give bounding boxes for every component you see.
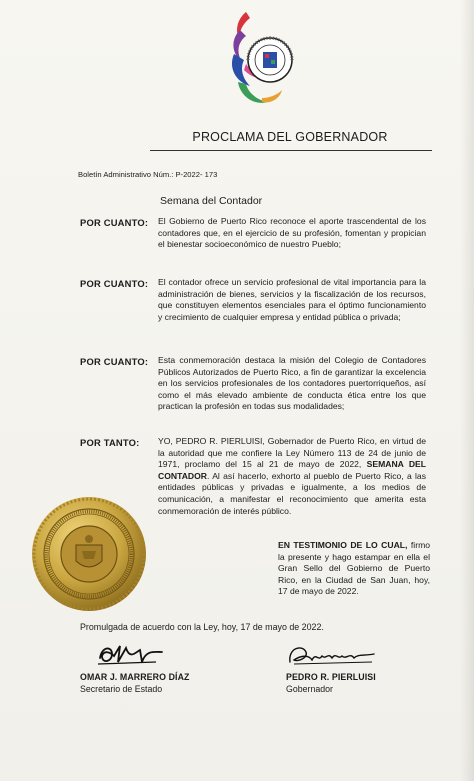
resolution-text [158,436,426,517]
title-divider [150,150,432,151]
secretary-name: OMAR J. MARRERO DÍAZ [80,672,190,682]
promulgation-line: Promulgada de acuerdo con la Ley, hoy, 17 de mayo de 2022. [80,622,324,632]
clause-label: POR CUANTO: [80,278,149,289]
clause-text: Esta conmemoración destaca la misión del Colegio de Contadores Públicos Autorizados de Puerto Rico, a fin de garantizar la excelencia en los servicios profesionales de los contadores puertorriqueños, así como el más elevado ambiente de conducta ética entre los que practican la profesión en todas sus modalidades; [158,355,426,412]
governor-name: PEDRO R. PIERLUISI [286,672,376,682]
secretary-role: Secretario de Estado [80,684,163,694]
clause-text: El Gobierno de Puerto Rico reconoce el aporte trascendental de los contadores que, en el ejercicio de su profesión, fomentan y propician el bienestar socioeconómico de nuestro Pueblo; [158,216,426,250]
testimony-block [278,540,430,598]
testimony-text: firmo la presente y hago estampar en ella el Gran Sello del Gobierno de Puerto Rico, en la Ciudad de San Juan, hoy, 17 de mayo de 2022. [278,540,431,597]
proclamation-subject: Semana del Contador [160,195,263,207]
secretary-signature-icon [96,640,166,670]
governor-signature-icon [284,640,380,670]
resolution-text-start: YO, PEDRO R. PIERLUISI, Gobernador de Puerto Rico, en virtud de la autoridad que me confiere la Ley Número 113 de 24 de junio de 1971, proclamo del 15 al 21 de mayo de 2022, [158,436,426,470]
testimony-heading: EN TESTIMONIO DE LO CUAL, [278,540,408,550]
resolution-text-end: . Al así hacerlo, exhorto al pueblo de Puerto Rico, a las entidades públicas y privadas e igualmente, a los medios de comunicación, a manifestar el reconocimiento que amerita esta conmemoración de interés público. [158,470,426,516]
page-edge-shadow [460,0,474,781]
clause-text: El contador ofrece un servicio profesional de vital importancia para la administración de bienes, servicios y la fiscalización de los recursos, que constituyen elementos esenciales para el óptimo funcionamiento y crecimiento de cualquier empresa y entidad pública o privada; [158,277,426,322]
bulletin-number: Boletín Administrativo Núm.: P-2022- 173 [78,170,218,179]
government-logo-icon [224,10,300,120]
great-seal-icon [30,495,148,613]
clause-label: POR CUANTO: [80,217,149,228]
governor-role: Gobernador [286,684,333,694]
document-title: PROCLAMA DEL GOBERNADOR [192,130,388,144]
resolution-emphasis: SEMANA DEL CONTADOR [158,459,427,481]
clause-label: POR CUANTO: [80,356,149,367]
clause-label: POR TANTO: [80,437,140,448]
